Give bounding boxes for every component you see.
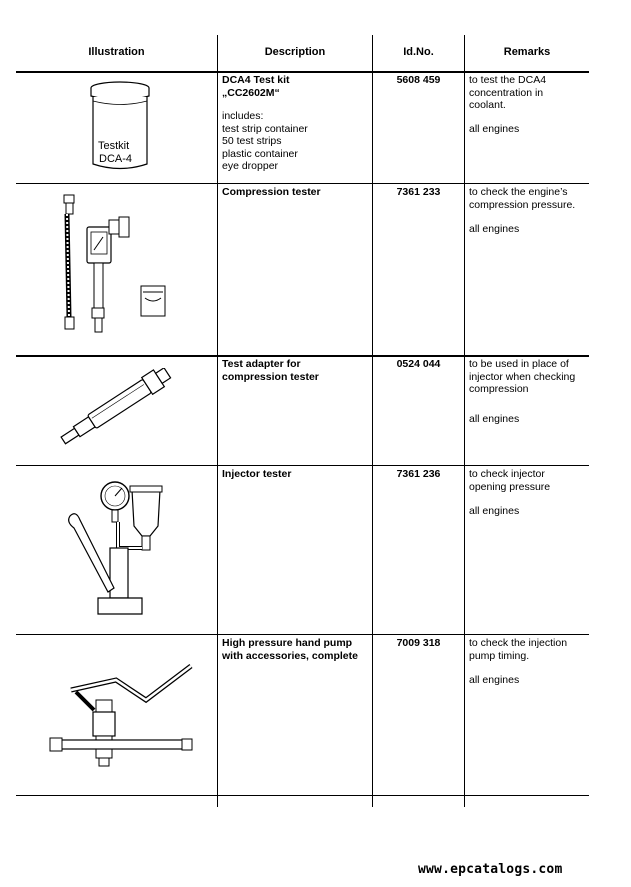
website-footer: www.epcatalogs.com [418, 862, 563, 877]
header-illustration: Illustration [88, 46, 145, 58]
testkit-label-line2: DCA-4 [99, 153, 133, 165]
compression-tester-illustration [45, 192, 175, 342]
hand-pump-illustration [46, 660, 196, 770]
row4-description-title: Injector tester [222, 468, 292, 480]
row1-description-title: DCA4 Test kit „CC2602M“ [222, 74, 290, 99]
row5-remarks: to check the injection pump timing. [469, 637, 568, 662]
row3-applies: all engines [469, 413, 520, 425]
row5-description-title: High pressure hand pump with accessories, complete [222, 637, 358, 662]
row5-applies: all engines [469, 674, 520, 686]
row3-remarks: to be used in place of injector when checking compression [469, 358, 576, 395]
row-rule [16, 183, 589, 184]
row3-description-title: Test adapter for compression tester [222, 358, 319, 383]
header-rule [16, 71, 589, 73]
column-divider [464, 35, 465, 807]
row5-idno: 7009 318 [396, 637, 441, 649]
row-rule [16, 634, 589, 635]
row2-description-title: Compression tester [222, 186, 321, 198]
row-rule [16, 355, 589, 357]
row4-applies: all engines [469, 505, 520, 517]
row2-applies: all engines [469, 223, 520, 235]
header-remarks: Remarks [503, 46, 551, 58]
row4-idno: 7361 236 [396, 468, 441, 480]
row3-idno: 0524 044 [396, 358, 441, 370]
injector-tester-illustration [62, 476, 177, 621]
header-description: Description [264, 46, 326, 58]
column-divider [217, 35, 218, 807]
testkit-label-line1: Testkit [98, 140, 130, 152]
row-rule [16, 795, 589, 796]
row4-remarks: to check injector opening pressure [469, 468, 551, 493]
row1-remarks: to test the DCA4 concentration in coolant. [469, 74, 547, 111]
row-rule [16, 465, 589, 466]
test-adapter-illustration [50, 368, 185, 448]
row2-idno: 7361 233 [396, 186, 441, 198]
row1-applies: all engines [469, 123, 520, 135]
header-idno: Id.No. [403, 46, 434, 58]
column-divider [372, 35, 373, 807]
row1-idno: 5608 459 [396, 74, 441, 86]
row2-remarks: to check the engine’s compression pressure. [469, 186, 576, 211]
row1-description-details: includes: test strip container 50 test strips plastic container eye dropper [222, 110, 308, 172]
